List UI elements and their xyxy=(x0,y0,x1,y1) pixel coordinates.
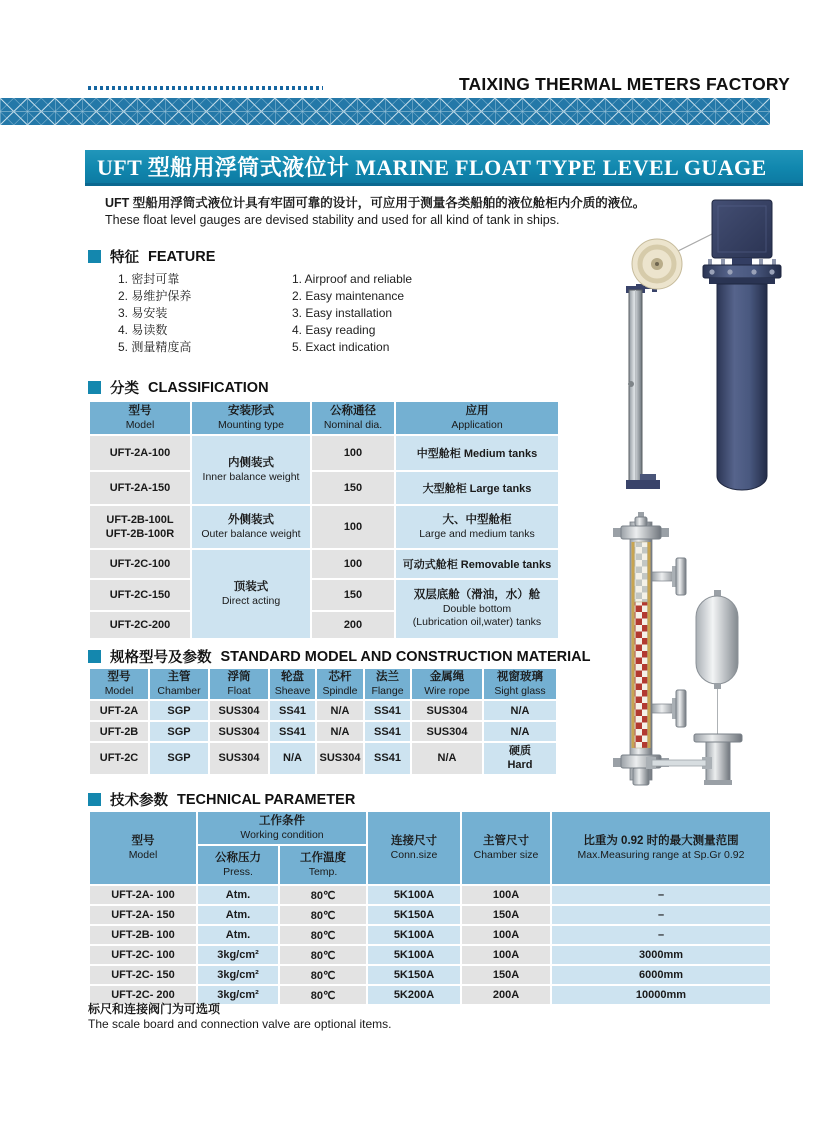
table-cell: N/A xyxy=(484,701,556,720)
section-bullet-icon xyxy=(88,250,101,263)
section-label-en: TECHNICAL PARAMETER xyxy=(177,791,356,808)
column-header: 法兰 Flange xyxy=(365,669,410,699)
table-cell: UFT-2A- 100 xyxy=(90,886,196,904)
table-cell: 中型舱柜 Medium tanks xyxy=(396,436,558,470)
feature-item: 3. 易安装 xyxy=(118,306,168,320)
table-cell: 5K100A xyxy=(368,886,460,904)
feature-item: 5. 测量精度高 xyxy=(118,340,192,354)
feature-item: 4. 易读数 xyxy=(118,323,168,337)
intro-text-en: These float level gauges are devised stability and used for all kind of tank in ships. xyxy=(105,213,560,227)
lattice-pattern-band xyxy=(0,98,770,125)
connection-tube xyxy=(652,760,706,766)
table-cell: 150 xyxy=(312,580,394,610)
section-label-en: CLASSIFICATION xyxy=(148,379,269,396)
table-cell: N/A xyxy=(484,722,556,741)
table-cell: 200 xyxy=(312,612,394,638)
table-cell: Atm. xyxy=(198,886,278,904)
feature-item: 1. Airproof and reliable xyxy=(292,272,413,286)
table-cell: SS41 xyxy=(365,743,410,774)
table-cell: 150A xyxy=(462,906,550,924)
table-cell: SS41 xyxy=(270,701,315,720)
table-cell: UFT-2C-200 xyxy=(90,612,190,638)
bottom-flange xyxy=(694,734,742,742)
table-cell: UFT-2C- 200 xyxy=(90,986,196,1004)
table-cell: SUS304 xyxy=(210,743,268,774)
table-cell: UFT-2B xyxy=(90,722,148,741)
feature-item: 1. 密封可靠 xyxy=(118,272,180,286)
table-cell: 双层底舱（滑油，水）舱 Double bottom (Lubrication oil,water) tanks xyxy=(396,580,558,638)
section-title-classification xyxy=(88,377,269,398)
column-header: 芯杆 Spindle xyxy=(317,669,363,699)
page-title: UFT 型船用浮筒式液位计 MARINE FLOAT TYPE LEVEL GUAGE xyxy=(85,150,803,186)
table-cell: UFT-2A-100 xyxy=(90,436,190,470)
table-cell: 80℃ xyxy=(280,966,366,984)
table-cell: 100A xyxy=(462,886,550,904)
table-cell: 150A xyxy=(462,966,550,984)
table-cell: 3kg/cm² xyxy=(198,986,278,1004)
table-cell: 100A xyxy=(462,946,550,964)
table-cell: 3000mm xyxy=(552,946,770,964)
table-cell: SGP xyxy=(150,701,208,720)
indicator-strip-lower xyxy=(635,602,648,748)
float-chamber-cylinder xyxy=(717,284,767,490)
technical-parameter-table xyxy=(88,810,772,1006)
column-header: 公称压力 Press. xyxy=(198,846,278,884)
table-cell: 5K150A xyxy=(368,966,460,984)
column-header: 主管尺寸 Chamber size xyxy=(462,812,550,884)
table-cell: UFT-2C- 150 xyxy=(90,966,196,984)
feature-list-en xyxy=(292,271,412,356)
photo-balance-weight-gauge xyxy=(600,188,795,503)
table-cell: – xyxy=(552,906,770,924)
footer-note-en: The scale board and connection valve are optional items. xyxy=(88,1017,392,1031)
table-cell: 大型舱柜 Large tanks xyxy=(396,472,558,504)
table-cell: UFT-2B-100L UFT-2B-100R xyxy=(90,506,190,548)
sheave-wheel xyxy=(632,239,682,289)
dotted-leader-line xyxy=(88,86,323,90)
table-cell: 200A xyxy=(462,986,550,1004)
feature-item: 2. 易维护保养 xyxy=(118,289,192,303)
column-header: 工作条件 Working condition xyxy=(198,812,366,844)
section-title-technical xyxy=(88,789,355,810)
feature-item: 2. Easy maintenance xyxy=(292,289,405,303)
table-cell: N/A xyxy=(270,743,315,774)
table-cell: – xyxy=(552,886,770,904)
table-cell: 外侧装式 Outer balance weight xyxy=(192,506,310,548)
column-header: 安装形式 Mounting type xyxy=(192,402,310,434)
column-header: 比重为 0.92 时的最大测量范围 Max.Measuring range at Sp.Gr 0.92 xyxy=(552,812,770,884)
table-cell: – xyxy=(552,926,770,944)
intro-text-cn: UFT 型船用浮筒式液位计具有牢固可靠的设计，可应用于测量各类船舶的液位舱柜内介质的液位。 xyxy=(105,196,646,210)
table-cell: N/A xyxy=(412,743,482,774)
section-title-feature xyxy=(88,246,215,267)
section-label-en: STANDARD MODEL AND CONSTRUCTION MATERIAL xyxy=(220,648,591,665)
section-label-cn: 技术参数 xyxy=(110,793,168,809)
table-cell: 100 xyxy=(312,550,394,578)
table-cell: 100 xyxy=(312,506,394,548)
table-cell: 80℃ xyxy=(280,986,366,1004)
table-cell: SGP xyxy=(150,743,208,774)
column-header: 型号 Model xyxy=(90,402,190,434)
top-flange xyxy=(703,265,781,278)
table-cell: 80℃ xyxy=(280,886,366,904)
table-cell: SS41 xyxy=(365,722,410,741)
section-label-cn: 分类 xyxy=(110,381,139,397)
factory-name: TAIXING THERMAL METERS FACTORY xyxy=(458,74,790,94)
column-header: 公称通径 Nominal dia. xyxy=(312,402,394,434)
table-cell: SUS304 xyxy=(210,701,268,720)
table-cell: SUS304 xyxy=(210,722,268,741)
table-cell: SUS304 xyxy=(317,743,363,774)
feature-list-cn xyxy=(118,271,191,356)
side-flange-lower xyxy=(676,690,686,727)
table-cell: 3kg/cm² xyxy=(198,946,278,964)
side-flange-upper xyxy=(676,558,686,595)
feature-item: 5. Exact indication xyxy=(292,340,390,354)
junction-box xyxy=(712,200,772,258)
table-cell: 80℃ xyxy=(280,906,366,924)
table-cell: N/A xyxy=(317,701,363,720)
section-bullet-icon xyxy=(88,793,101,806)
section-title-standard xyxy=(88,646,591,667)
column-header: 金属绳 Wire rope xyxy=(412,669,482,699)
table-cell: UFT-2A-150 xyxy=(90,472,190,504)
table-cell: N/A xyxy=(317,722,363,741)
column-header: 连接尺寸 Conn.size xyxy=(368,812,460,884)
column-header: 型号 Model xyxy=(90,812,196,884)
table-cell: 10000mm xyxy=(552,986,770,1004)
indicator-strip-upper xyxy=(635,542,648,602)
float-capsule xyxy=(696,596,738,684)
table-cell: UFT-2B- 100 xyxy=(90,926,196,944)
table-cell: UFT-2A xyxy=(90,701,148,720)
feature-item: 3. Easy installation xyxy=(292,306,393,320)
column-header: 浮筒 Float xyxy=(210,669,268,699)
table-cell: UFT-2C- 100 xyxy=(90,946,196,964)
table-cell: 5K100A xyxy=(368,946,460,964)
table-cell: SUS304 xyxy=(412,722,482,741)
classification-table xyxy=(88,400,560,640)
top-cap xyxy=(621,526,661,539)
table-cell: UFT-2C-150 xyxy=(90,580,190,610)
column-header: 工作温度 Temp. xyxy=(280,846,366,884)
table-cell: SS41 xyxy=(365,701,410,720)
column-header: 应用 Application xyxy=(396,402,558,434)
table-cell: 150 xyxy=(312,472,394,504)
table-cell: SS41 xyxy=(270,722,315,741)
table-cell: 内侧装式 Inner balance weight xyxy=(192,436,310,504)
table-cell: 可动式舱柜 Removable tanks xyxy=(396,550,558,578)
table-cell: 3kg/cm² xyxy=(198,966,278,984)
table-cell: UFT-2C xyxy=(90,743,148,774)
photo-direct-acting-gauge xyxy=(590,508,790,793)
column-header: 视窗玻璃 Sight glass xyxy=(484,669,556,699)
section-label-en: FEATURE xyxy=(148,248,216,265)
table-cell: 5K100A xyxy=(368,926,460,944)
table-cell: 100 xyxy=(312,436,394,470)
table-cell: 80℃ xyxy=(280,946,366,964)
section-bullet-icon xyxy=(88,381,101,394)
table-cell: SUS304 xyxy=(412,701,482,720)
table-cell: 80℃ xyxy=(280,926,366,944)
footer-note-cn: 标尺和连接阀门为可选项 xyxy=(88,1002,221,1016)
section-label-cn: 规格型号及参数 xyxy=(110,650,212,666)
table-cell: UFT-2A- 150 xyxy=(90,906,196,924)
column-header: 轮盘 Sheave xyxy=(270,669,315,699)
standard-model-table xyxy=(88,667,558,776)
table-cell: 顶装式 Direct acting xyxy=(192,550,310,638)
table-cell: UFT-2C-100 xyxy=(90,550,190,578)
table-cell: 100A xyxy=(462,926,550,944)
section-label-cn: 特征 xyxy=(110,250,139,266)
table-cell: 硬质 Hard xyxy=(484,743,556,774)
table-cell: Atm. xyxy=(198,926,278,944)
table-cell: Atm. xyxy=(198,906,278,924)
feature-item: 4. Easy reading xyxy=(292,323,376,337)
table-cell: SGP xyxy=(150,722,208,741)
section-bullet-icon xyxy=(88,650,101,663)
table-cell: 5K200A xyxy=(368,986,460,1004)
column-header: 主管 Chamber xyxy=(150,669,208,699)
table-cell: 6000mm xyxy=(552,966,770,984)
table-cell: 5K150A xyxy=(368,906,460,924)
table-cell: 大、中型舱柜 Large and medium tanks xyxy=(396,506,558,548)
column-header: 型号 Model xyxy=(90,669,148,699)
